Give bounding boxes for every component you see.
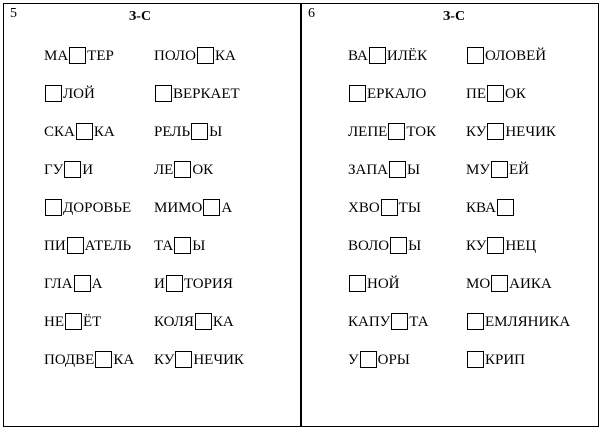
word-item — [466, 121, 556, 141]
word-fragment: ЕРКАЛО — [367, 86, 427, 102]
letter-box[interactable] — [195, 313, 212, 330]
word-fragment: ЕМЛЯНИКА — [485, 314, 571, 330]
word-fragment: КА — [93, 124, 115, 140]
letter-box[interactable] — [381, 199, 398, 216]
word-item — [466, 349, 525, 369]
word-fragment: ТОК — [406, 124, 437, 140]
letter-box[interactable] — [391, 313, 408, 330]
panel-number: 5 — [10, 6, 17, 21]
word-fragment: НЕЦ — [505, 238, 537, 254]
word-fragment: Ы — [408, 238, 422, 254]
letter-box[interactable] — [74, 275, 91, 292]
word-item — [154, 159, 213, 179]
letter-box[interactable] — [389, 161, 406, 178]
word-item — [466, 197, 515, 217]
word-fragment: ЁТ — [83, 314, 102, 330]
word-item — [348, 349, 410, 369]
word-fragment: А — [221, 200, 233, 216]
word-item — [154, 235, 205, 255]
word-item — [44, 349, 134, 369]
letter-box[interactable] — [67, 237, 84, 254]
word-fragment: ВА — [348, 48, 368, 64]
word-item — [466, 159, 529, 179]
letter-box[interactable] — [388, 123, 405, 140]
letter-box[interactable] — [69, 47, 86, 64]
word-item — [348, 311, 429, 331]
word-fragment: И — [82, 162, 94, 178]
word-fragment: ХВО — [348, 200, 380, 216]
word-fragment: КАПУ — [348, 314, 391, 330]
letter-box[interactable] — [487, 85, 504, 102]
word-fragment: КУ — [466, 124, 487, 140]
letter-box[interactable] — [175, 351, 192, 368]
word-fragment: ЛЕ — [154, 162, 174, 178]
word-fragment: РЕЛЬ — [154, 124, 191, 140]
word-fragment: ОК — [192, 162, 214, 178]
word-item — [348, 121, 436, 141]
word-item — [348, 235, 421, 255]
word-item — [466, 311, 570, 331]
word-fragment: Ы — [407, 162, 421, 178]
word-fragment: КУ — [466, 238, 487, 254]
word-fragment: АИКА — [509, 276, 552, 292]
word-fragment: СКА — [44, 124, 75, 140]
word-item — [466, 45, 546, 65]
word-item — [466, 83, 526, 103]
word-item — [154, 197, 232, 217]
word-fragment: ТОРИЯ — [183, 276, 233, 292]
word-item — [154, 273, 233, 293]
word-fragment: ВЕРКАЕТ — [173, 86, 240, 102]
letter-box[interactable] — [197, 47, 214, 64]
word-item — [154, 45, 236, 65]
letter-box[interactable] — [467, 47, 484, 64]
word-item — [44, 83, 95, 103]
word-fragment: ЛЕПЕ — [348, 124, 388, 140]
word-item — [348, 273, 400, 293]
word-fragment: ИЛЁК — [386, 48, 428, 64]
word-fragment: ДОРОВЬЕ — [63, 200, 132, 216]
letter-box[interactable] — [65, 313, 82, 330]
word-fragment: ПЕ — [466, 86, 486, 102]
letter-box[interactable] — [45, 85, 62, 102]
word-item — [154, 121, 222, 141]
letter-box[interactable] — [155, 85, 172, 102]
word-fragment: ЗАПА — [348, 162, 389, 178]
word-fragment: КА — [113, 352, 135, 368]
word-fragment: А — [91, 276, 103, 292]
word-fragment: МА — [44, 48, 69, 64]
word-item — [466, 273, 552, 293]
word-fragment: МИМО — [154, 200, 203, 216]
word-fragment: ГЛА — [44, 276, 73, 292]
word-fragment: КА — [212, 314, 234, 330]
word-fragment: ЕЙ — [508, 162, 529, 178]
letter-box[interactable] — [349, 85, 366, 102]
word-item — [466, 235, 536, 255]
worksheet-panel-6 — [301, 3, 599, 427]
letter-box[interactable] — [390, 237, 407, 254]
word-fragment: КУ — [154, 352, 175, 368]
word-fragment: ГУ — [44, 162, 64, 178]
word-fragment: У — [348, 352, 359, 368]
word-fragment: ТЕР — [87, 48, 114, 64]
word-fragment: ТЫ — [398, 200, 421, 216]
word-fragment: КОЛЯ — [154, 314, 194, 330]
word-item — [348, 83, 426, 103]
word-fragment: ПОДВЕ — [44, 352, 95, 368]
word-item — [44, 197, 131, 217]
panel-number: 6 — [308, 6, 315, 21]
word-fragment: АТЕЛЬ — [84, 238, 132, 254]
word-fragment: НЕ — [44, 314, 64, 330]
word-item — [154, 349, 244, 369]
word-fragment: ТА — [154, 238, 174, 254]
panel-title: З-С — [442, 9, 466, 24]
worksheet-panel-5 — [3, 3, 301, 427]
word-item — [154, 83, 240, 103]
word-fragment: И — [154, 276, 165, 292]
word-fragment: ВОЛО — [348, 238, 390, 254]
letter-box[interactable] — [203, 199, 220, 216]
word-fragment: МО — [466, 276, 491, 292]
letter-box[interactable] — [487, 123, 504, 140]
panel-title: З-С — [128, 9, 152, 24]
word-fragment: НЕЧИК — [505, 124, 556, 140]
word-fragment: ТА — [409, 314, 429, 330]
word-item — [348, 197, 421, 217]
letter-box[interactable] — [369, 47, 386, 64]
word-fragment: ОРЫ — [377, 352, 410, 368]
word-fragment: МУ — [466, 162, 490, 178]
letter-box[interactable] — [467, 313, 484, 330]
letter-box[interactable] — [64, 161, 81, 178]
letter-box[interactable] — [349, 275, 366, 292]
letter-box[interactable] — [467, 351, 484, 368]
word-item — [44, 45, 114, 65]
letter-box[interactable] — [191, 123, 208, 140]
word-item — [348, 159, 420, 179]
letter-box[interactable] — [360, 351, 377, 368]
word-fragment: КВА — [466, 200, 496, 216]
word-fragment: ОК — [505, 86, 526, 102]
word-item — [348, 45, 427, 65]
word-fragment: КА — [214, 48, 236, 64]
letter-box[interactable] — [497, 199, 514, 216]
word-item — [44, 311, 101, 331]
letter-box[interactable] — [487, 237, 504, 254]
letter-box[interactable] — [491, 275, 508, 292]
letter-box[interactable] — [76, 123, 93, 140]
word-item — [44, 159, 93, 179]
letter-box[interactable] — [95, 351, 112, 368]
letter-box[interactable] — [174, 161, 191, 178]
word-item — [44, 121, 115, 141]
word-item — [154, 311, 234, 331]
word-fragment: Ы — [192, 238, 206, 254]
word-fragment: ОЛОВЕЙ — [485, 48, 547, 64]
word-fragment: КРИП — [485, 352, 526, 368]
word-fragment: НОЙ — [367, 276, 400, 292]
word-fragment: ПОЛО — [154, 48, 196, 64]
word-item — [44, 235, 131, 255]
word-fragment: ЛОЙ — [63, 86, 95, 102]
word-fragment: НЕЧИК — [193, 352, 244, 368]
word-fragment: Ы — [209, 124, 223, 140]
letter-box[interactable] — [174, 237, 191, 254]
letter-box[interactable] — [166, 275, 183, 292]
word-item — [44, 273, 102, 293]
letter-box[interactable] — [491, 161, 508, 178]
word-fragment: ПИ — [44, 238, 66, 254]
letter-box[interactable] — [45, 199, 62, 216]
